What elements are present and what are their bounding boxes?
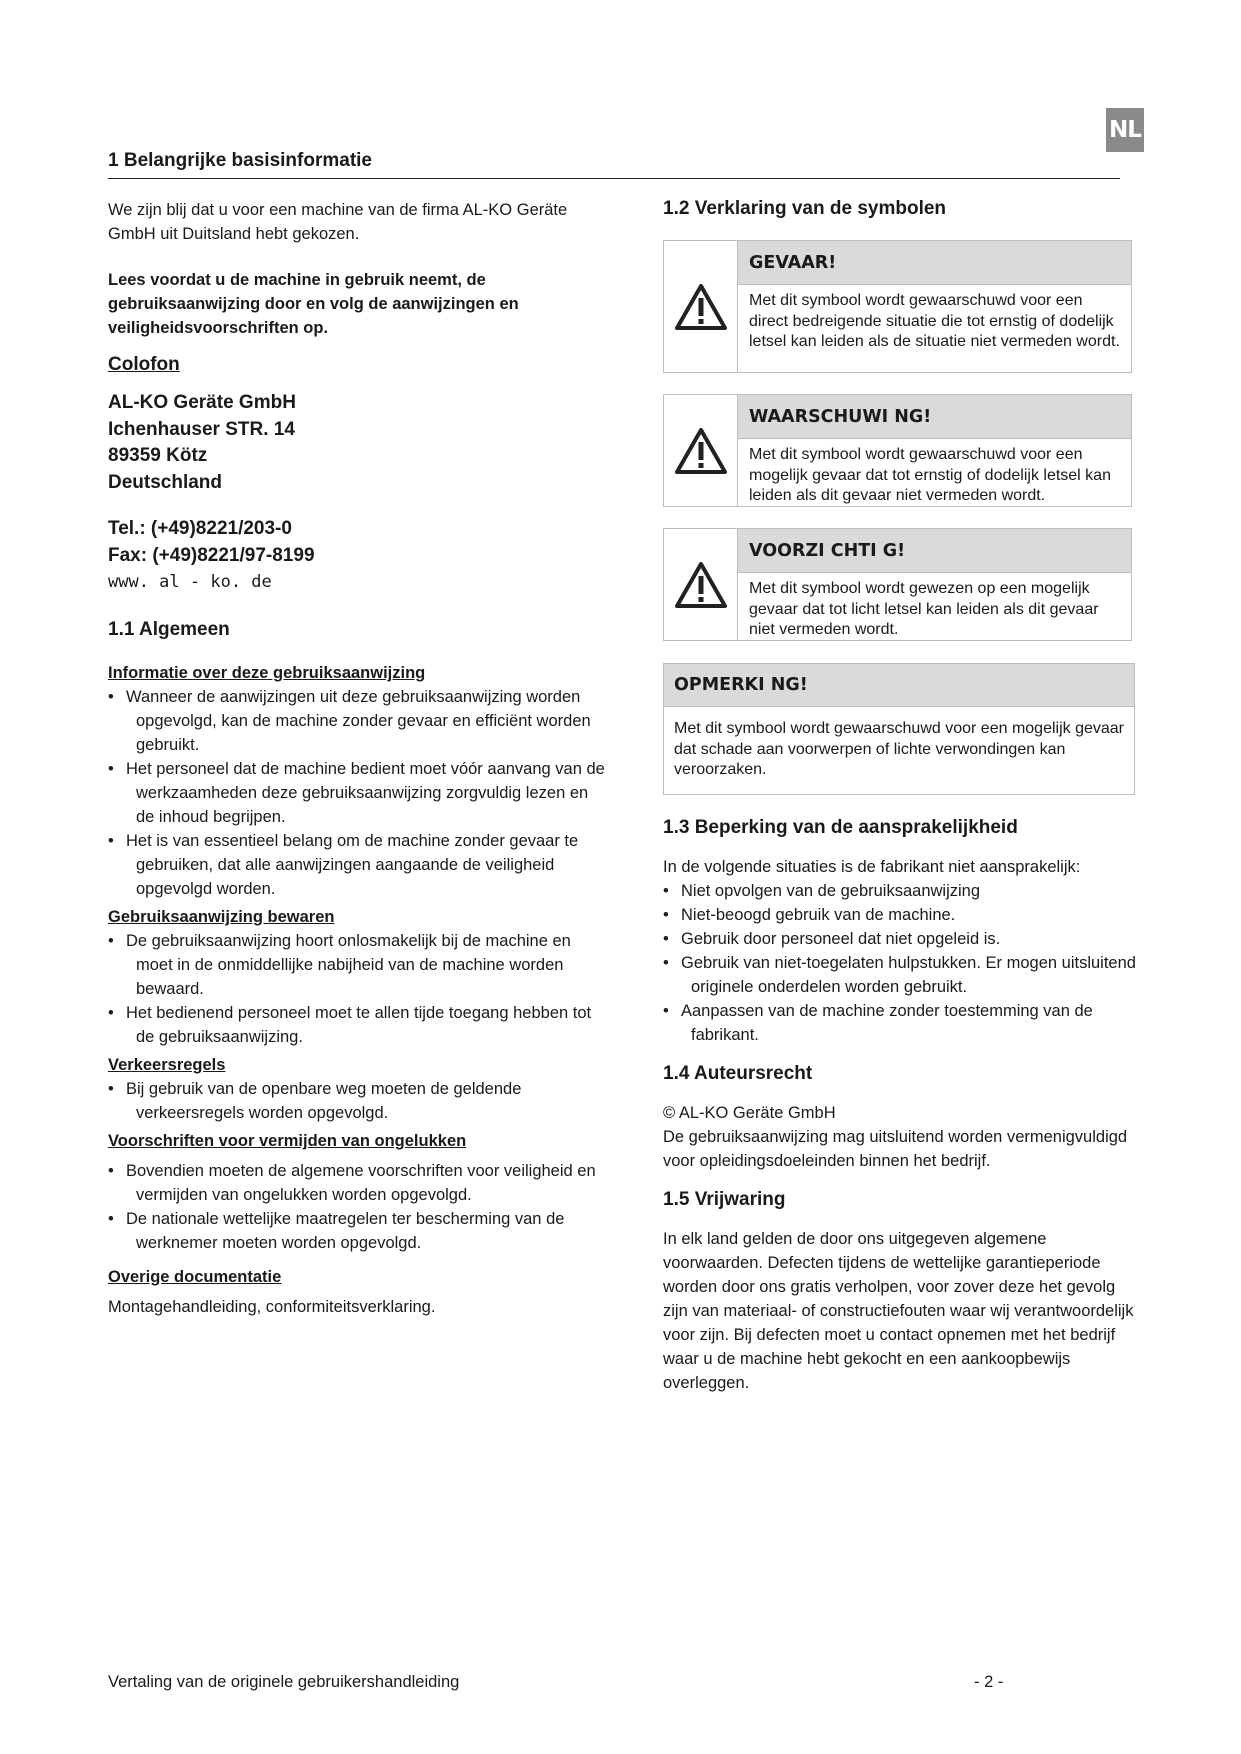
list-item: • Gebruik van niet-toegelaten hulpstukken. Er mogen uitsluitend originele onderdelen worden gebruikt. [663, 951, 1143, 999]
list-item: • Bij gebruik van de openbare weg moeten de geldende verkeersregels worden opgevolgd. [108, 1077, 608, 1125]
liability-list [663, 879, 1143, 1047]
caution-heading: VOORZI CHTI G! [738, 529, 1131, 573]
other-docs-text: Montagehandleiding, conformiteitsverklaring. [108, 1298, 436, 1316]
footer-caption: Vertaling van de originele gebruikershandleiding [108, 1673, 460, 1691]
list-item: • Niet opvolgen van de gebruiksaanwijzing [663, 879, 1143, 903]
danger-box [663, 240, 1132, 373]
storage-list [108, 929, 608, 1049]
section-1-4-title: 1.4 Auteursrecht [663, 1063, 813, 1084]
copyright-text: De gebruiksaanwijzing mag uitsluitend worden vermenigvuldigd voor opleidingsdoeleinden binnen het bedrijf. [663, 1128, 1128, 1170]
warning-text: Met dit symbool wordt gewaarschuwd voor een mogelijk gevaar dat tot ernstig of dodelijk letsel kan leiden als dit gevaar niet vermeden wordt. [749, 446, 1111, 504]
address-line: Deutschland [108, 471, 223, 493]
address-line: AL-KO Geräte GmbH [108, 392, 296, 413]
list-item: • Gebruik door personeel dat niet opgeleid is. [663, 927, 1143, 951]
section-1-2-title: 1.2 Verklaring van de symbolen [663, 198, 947, 219]
colofon-heading: Colofon [108, 354, 180, 375]
warning-triangle-icon [664, 529, 738, 640]
list-item: • Wanneer de aanwijzingen uit deze gebruiksaanwijzing worden opgevolgd, kan de machine zonder gevaar en efficiënt worden gebruikt. [108, 685, 608, 757]
intro-text: We zijn blij dat u voor een machine van de firma AL-KO Geräte GmbH uit Duitsland hebt gekozen. [108, 201, 568, 243]
list-item: • Niet-beoogd gebruik van de machine. [663, 903, 1143, 927]
caution-box [663, 528, 1132, 641]
list-item: • Het bedienend personeel moet te allen tijde toegang hebben tot de gebruiksaanwijzing. [108, 1001, 608, 1049]
danger-heading: GEVAAR! [738, 241, 1131, 285]
website-link[interactable]: www. al - ko. de [108, 572, 272, 592]
liability-intro: In de volgende situaties is de fabrikant niet aansprakelijk: [663, 858, 1081, 876]
list-item: • Het personeel dat de machine bedient moet vóór aanvang van de werkzaamheden deze gebruiksaanwijzing zorgvuldig lezen en de inhoud begrijpen. [108, 757, 608, 829]
notice-heading: OPMERKI NG! [664, 664, 1134, 707]
address-line: 89359 Kötz [108, 445, 208, 466]
chapter-title: 1 Belangrijke basisinformatie [108, 150, 1120, 179]
right-column [663, 815, 1143, 1395]
caution-text: Met dit symbool wordt gewezen op een mogelijk gevaar dat tot licht letsel kan leiden als dit gevaar niet vermeden wordt. [749, 580, 1099, 638]
address-block [108, 390, 608, 595]
indemnity-text: In elk land gelden de door ons uitgegeven algemene voorwaarden. Defecten tijdens de wettelijke garantieperiode worden door ons gratis verholpen, voor zover deze het gevolg zijn van materiaal- of constructiefouten waar wij verantwoordelijk voor zijn. Bij defecten moet u contact opnemen met het bedrijf waar u de machine hebt gekocht en een aankoopbewijs overleggen. [663, 1230, 1134, 1392]
warning-triangle-icon [664, 241, 738, 372]
accidents-list [108, 1159, 608, 1255]
traffic-list [108, 1077, 608, 1125]
list-item: • Het is van essentieel belang om de machine zonder gevaar te gebruiken, dat alle aanwijzingen aangaande de veiligheid opgevolgd worden. [108, 829, 608, 901]
language-tab: NL [1106, 108, 1144, 152]
section-1-5-title: 1.5 Vrijwaring [663, 1189, 786, 1210]
warning-triangle-icon [664, 395, 738, 506]
list-item: • Aanpassen van de machine zonder toestemming van de fabrikant. [663, 999, 1143, 1047]
page-number: - 2 - [974, 1673, 1004, 1691]
subheading-other-docs: Overige documentatie [108, 1268, 282, 1286]
copyright-holder: © AL-KO Geräte GmbH [663, 1104, 836, 1122]
notice-box [663, 663, 1135, 795]
warning-heading: WAARSCHUWI NG! [738, 395, 1131, 439]
list-item: • De gebruiksaanwijzing hoort onlosmakelijk bij de machine en moet in de onmiddellijke nabijheid van de machine worden bewaard. [108, 929, 608, 1001]
phone-number: Tel.: (+49)8221/203-0 [108, 518, 292, 539]
read-notice: Lees voordat u de machine in gebruik neemt, de gebruiksaanwijzing door en volg de aanwijzingen en veiligheidsvoorschriften op. [108, 271, 519, 337]
subheading-traffic: Verkeersregels [108, 1056, 226, 1074]
info-list [108, 685, 608, 901]
subheading-storage: Gebruiksaanwijzing bewaren [108, 908, 335, 926]
section-1-1-title: 1.1 Algemeen [108, 619, 230, 640]
address-line: Ichenhauser STR. 14 [108, 418, 295, 440]
danger-text: Met dit symbool wordt gewaarschuwd voor een direct bedreigende situatie die tot ernstig of dodelijk letsel kan leiden als de situatie niet vermeden wordt. [749, 292, 1120, 350]
left-column [108, 198, 608, 1319]
notice-text: Met dit symbool wordt gewaarschuwd voor een mogelijk gevaar dat schade aan voorwerpen of lichte verwondingen kan veroorzaken. [674, 720, 1124, 778]
warning-box [663, 394, 1132, 507]
list-item: • Bovendien moeten de algemene voorschriften voor veiligheid en vermijden van ongelukken worden opgevolgd. [108, 1159, 608, 1207]
section-1-3-title: 1.3 Beperking van de aansprakelijkheid [663, 817, 1018, 838]
list-item: • De nationale wettelijke maatregelen ter bescherming van de werknemer moeten worden opgevolgd. [108, 1207, 608, 1255]
subheading-info: Informatie over deze gebruiksaanwijzing [108, 664, 426, 682]
subheading-accidents: Voorschriften voor vermijden van ongelukken [108, 1132, 467, 1150]
fax-number: Fax: (+49)8221/97-8199 [108, 544, 315, 566]
